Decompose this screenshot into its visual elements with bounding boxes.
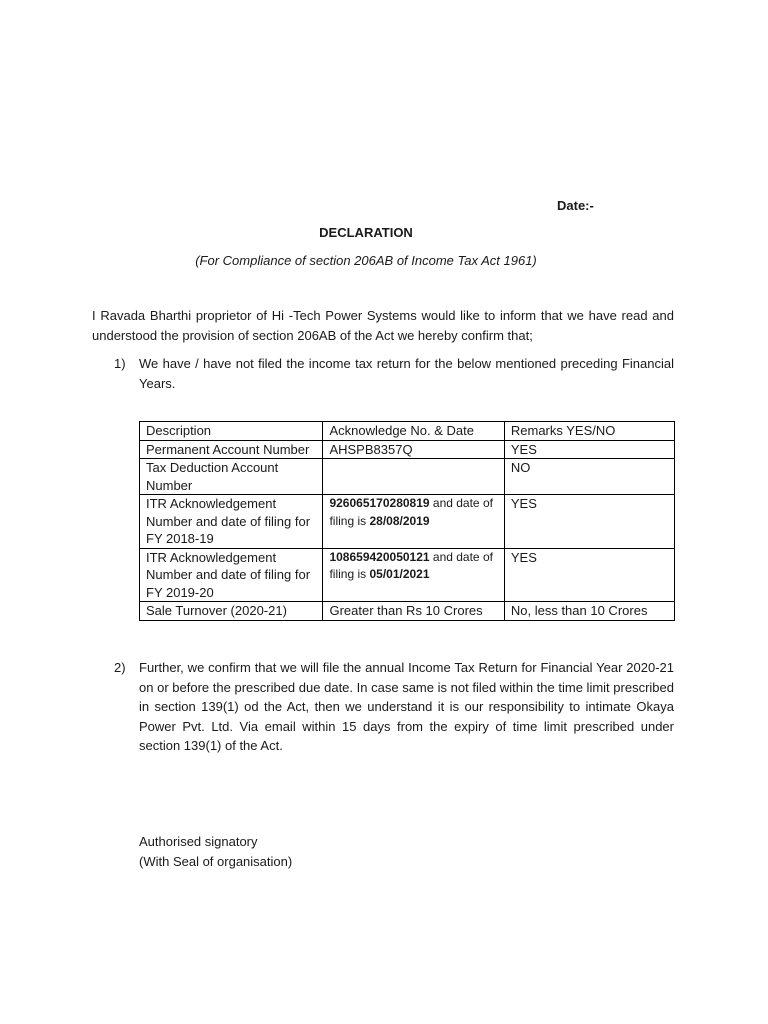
table-cell-ack [323,495,504,549]
list-item-number: 2) [114,660,126,675]
table-cell-description: Permanent Account Number [140,440,323,459]
table-cell-description: ITR Acknowledgement Number and date of filing for FY 2019-20 [140,548,323,602]
table-cell-remarks: YES [504,495,674,549]
table-cell-description: Tax Deduction Account Number [140,459,323,495]
list-item-2 [114,658,674,756]
ack-number: 926065170280819 [329,496,430,510]
table-row [140,495,675,549]
signatory-block [139,832,292,871]
intro-paragraph: I Ravada Bharthi proprietor of Hi -Tech Power Systems would like to inform that we have read and understood the provision of section 206AB of the Act we hereby confirm that; [92,308,674,343]
ack-date: 28/08/2019 [369,513,430,528]
document-title: DECLARATION [319,225,413,240]
table-cell-remarks: No, less than 10 Crores [504,602,674,621]
document-subtitle: (For Compliance of section 206AB of Income Tax Act 1961) [195,253,537,268]
list-item-1 [114,354,674,393]
table-header-row [140,422,675,441]
table-header-cell: Acknowledge No. & Date [323,422,504,441]
declaration-table [139,421,675,621]
table-cell-remarks: YES [504,548,674,602]
table-cell-remarks: YES [504,440,674,459]
ack-connector: and date of filing is [329,549,493,581]
table-row [140,548,675,602]
table-row [140,440,675,459]
table-cell-description: ITR Acknowledgement Number and date of filing for FY 2018-19 [140,495,323,549]
table-header-cell: Remarks YES/NO [504,422,674,441]
table-cell-ack [323,548,504,602]
date-label: Date:- [557,198,594,213]
ack-date: 05/01/2021 [369,567,430,581]
table-cell-remarks: NO [504,459,674,495]
list-item-number: 1) [114,356,126,371]
table-cell-description: Sale Turnover (2020-21) [140,602,323,621]
ack-connector: and date of filing is [329,496,493,528]
table-cell-ack: Greater than Rs 10 Crores [323,602,504,621]
table-cell-ack: AHSPB8357Q [323,440,504,459]
list-item-text: Further, we confirm that we will file the annual Income Tax Return for Financial Year 2020-21 on or before the prescribed due date. In case same is not filed within the time limit prescribed in section 139(1) od the Act, then we understand it is our responsibility to intimate Okaya Power Pvt. Ltd. Via email within 15 days from the expiry of time limit prescribed under section 139(1) of the Act. [139,660,674,753]
table-cell-ack [323,459,504,495]
table-header-cell: Description [140,422,323,441]
table-row [140,602,675,621]
signatory-title: Authorised signatory [139,834,258,849]
ack-number: 108659420050121 [329,549,430,564]
list-item-text: We have / have not filed the income tax return for the below mentioned preceding Financial Years. [139,356,674,391]
table-row [140,459,675,495]
signatory-seal-note: (With Seal of organisation) [139,853,293,869]
